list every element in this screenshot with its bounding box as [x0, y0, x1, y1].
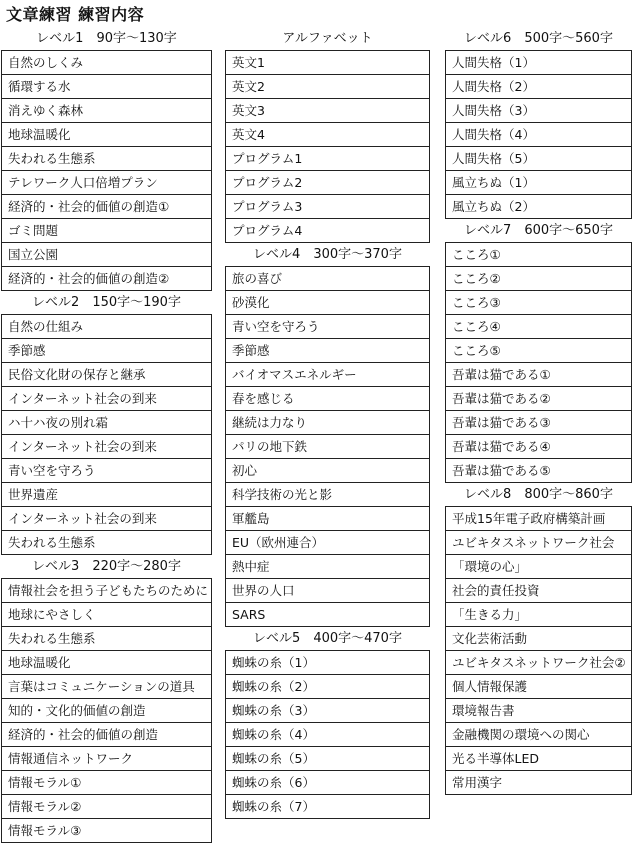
list-item[interactable]: 蜘蛛の糸（6）	[226, 771, 429, 795]
list-item[interactable]: こころ②	[446, 267, 631, 291]
list-item[interactable]: SARS	[226, 603, 429, 627]
list-item[interactable]: 風立ちぬ（2）	[446, 195, 631, 219]
list-item[interactable]: こころ①	[446, 243, 631, 267]
section-header: レベル8 800字〜860字	[464, 487, 613, 502]
list-item[interactable]: 吾輩は猫である⑤	[446, 459, 631, 483]
list-item[interactable]: 情報通信ネットワーク	[2, 747, 211, 771]
list-item[interactable]: 軍艦島	[226, 507, 429, 531]
list-item[interactable]: 知的・文化的価値の創造	[2, 699, 211, 723]
section-header: レベル5 400字〜470字	[253, 631, 402, 646]
list-item[interactable]: 失われる生態系	[2, 531, 211, 555]
section-list	[445, 242, 632, 483]
list-item[interactable]: 蜘蛛の糸（7）	[226, 795, 429, 819]
section-header: レベル6 500字〜560字	[464, 31, 613, 46]
list-item[interactable]: 風立ちぬ（1）	[446, 171, 631, 195]
list-item[interactable]: 人間失格（1）	[446, 51, 631, 75]
list-item[interactable]: ゴミ問題	[2, 219, 211, 243]
list-item[interactable]: インターネット社会の到来	[2, 507, 211, 531]
list-item[interactable]: 文化芸術活動	[446, 627, 631, 651]
list-item[interactable]: 消えゆく森林	[2, 99, 211, 123]
list-item[interactable]: 世界遺産	[2, 483, 211, 507]
list-item[interactable]: 蜘蛛の糸（1）	[226, 651, 429, 675]
section-list	[1, 578, 212, 843]
column-3	[445, 27, 632, 795]
list-item[interactable]: 吾輩は猫である①	[446, 363, 631, 387]
list-item[interactable]: インターネット社会の到来	[2, 387, 211, 411]
section-list	[225, 650, 430, 819]
section-list	[1, 314, 212, 555]
list-item[interactable]: プログラム3	[226, 195, 429, 219]
list-item[interactable]: 地球にやさしく	[2, 603, 211, 627]
list-item[interactable]: 世界の人口	[226, 579, 429, 603]
list-item[interactable]: こころ⑤	[446, 339, 631, 363]
section-list	[445, 50, 632, 219]
list-item[interactable]: 人間失格（3）	[446, 99, 631, 123]
list-item[interactable]: 蜘蛛の糸（5）	[226, 747, 429, 771]
list-item[interactable]: 砂漠化	[226, 291, 429, 315]
list-item[interactable]: インターネット社会の到来	[2, 435, 211, 459]
list-item[interactable]: EU（欧州連合）	[226, 531, 429, 555]
list-item[interactable]: 失われる生態系	[2, 147, 211, 171]
list-item[interactable]: バイオマスエネルギー	[226, 363, 429, 387]
list-item[interactable]: 情報社会を担う子どもたちのために	[2, 579, 211, 603]
list-item[interactable]: 環境報告書	[446, 699, 631, 723]
list-item[interactable]: 季節感	[226, 339, 429, 363]
list-item[interactable]: 英文1	[226, 51, 429, 75]
list-item[interactable]: こころ③	[446, 291, 631, 315]
list-item[interactable]: 自然の仕組み	[2, 315, 211, 339]
list-item[interactable]: パリの地下鉄	[226, 435, 429, 459]
list-item[interactable]: 英文3	[226, 99, 429, 123]
section-list	[1, 50, 212, 291]
list-item[interactable]: 地球温暖化	[2, 651, 211, 675]
list-item[interactable]: プログラム2	[226, 171, 429, 195]
list-item[interactable]: 旅の喜び	[226, 267, 429, 291]
list-item[interactable]: 「環境の心」	[446, 555, 631, 579]
list-item[interactable]: 継続は力なり	[226, 411, 429, 435]
list-item[interactable]: 人間失格（4）	[446, 123, 631, 147]
list-item[interactable]: 蜘蛛の糸（3）	[226, 699, 429, 723]
list-item[interactable]: 蜘蛛の糸（4）	[226, 723, 429, 747]
list-item[interactable]: 科学技術の光と影	[226, 483, 429, 507]
list-item[interactable]: 金融機関の環境への関心	[446, 723, 631, 747]
list-item[interactable]: 季節感	[2, 339, 211, 363]
list-item[interactable]: 言葉はコミュニケーションの道具	[2, 675, 211, 699]
section-header: レベル4 300字〜370字	[253, 247, 402, 262]
list-item[interactable]: こころ④	[446, 315, 631, 339]
list-item[interactable]: 吾輩は猫である②	[446, 387, 631, 411]
section-list	[225, 266, 430, 627]
column-1	[1, 27, 212, 843]
section-list	[445, 506, 632, 795]
list-item[interactable]: 自然のしくみ	[2, 51, 211, 75]
section-header: レベル7 600字〜650字	[464, 223, 613, 238]
list-item[interactable]: 経済的・社会的価値の創造	[2, 723, 211, 747]
list-item[interactable]: 熱中症	[226, 555, 429, 579]
list-item[interactable]: 吾輩は猫である③	[446, 411, 631, 435]
list-item[interactable]: ユビキタスネットワーク社会②	[446, 651, 631, 675]
list-item[interactable]: 情報モラル①	[2, 771, 211, 795]
section-header: アルファベット	[282, 31, 373, 46]
list-item[interactable]: 吾輩は猫である④	[446, 435, 631, 459]
list-item[interactable]: 情報モラル②	[2, 795, 211, 819]
list-item[interactable]: プログラム1	[226, 147, 429, 171]
list-item[interactable]: 失われる生態系	[2, 627, 211, 651]
list-item[interactable]: 人間失格（2）	[446, 75, 631, 99]
list-item[interactable]: 循環する水	[2, 75, 211, 99]
list-item[interactable]: 英文2	[226, 75, 429, 99]
list-item[interactable]: 蜘蛛の糸（2）	[226, 675, 429, 699]
section-header: レベル3 220字〜280字	[32, 559, 181, 574]
page-title: 文章練習 練習内容	[6, 5, 145, 24]
list-item[interactable]: 民俗文化財の保存と継承	[2, 363, 211, 387]
list-item[interactable]: 青い空を守ろう	[226, 315, 429, 339]
list-item[interactable]: 英文4	[226, 123, 429, 147]
list-item[interactable]: 地球温暖化	[2, 123, 211, 147]
list-item[interactable]: 青い空を守ろう	[2, 459, 211, 483]
column-2	[225, 27, 430, 819]
list-item[interactable]: ハ十ハ夜の別れ霜	[2, 411, 211, 435]
list-item[interactable]: 平成15年電子政府構築計画	[446, 507, 631, 531]
list-item[interactable]: 春を感じる	[226, 387, 429, 411]
list-item[interactable]: 人間失格（5）	[446, 147, 631, 171]
list-item[interactable]: 光る半導体LED	[446, 747, 631, 771]
section-header: レベル1 90字〜130字	[36, 31, 177, 46]
list-item[interactable]: 初心	[226, 459, 429, 483]
section-header: レベル2 150字〜190字	[32, 295, 181, 310]
list-item[interactable]: 「生きる力」	[446, 603, 631, 627]
list-item[interactable]: ユビキタスネットワーク社会	[446, 531, 631, 555]
section-list	[225, 50, 430, 243]
list-item[interactable]: 経済的・社会的価値の創造②	[2, 267, 211, 291]
list-item[interactable]: 情報モラル③	[2, 819, 211, 843]
list-item[interactable]: 常用漢字	[446, 771, 631, 795]
list-item[interactable]: テレワーク人口倍増プラン	[2, 171, 211, 195]
list-item[interactable]: 経済的・社会的価値の創造①	[2, 195, 211, 219]
list-item[interactable]: プログラム4	[226, 219, 429, 243]
list-item[interactable]: 国立公園	[2, 243, 211, 267]
list-item[interactable]: 個人情報保護	[446, 675, 631, 699]
list-item[interactable]: 社会的責任投資	[446, 579, 631, 603]
